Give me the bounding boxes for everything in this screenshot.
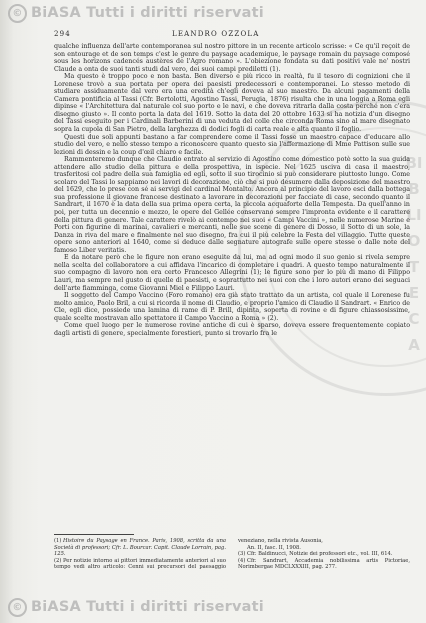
paragraph: Questi due soli appunti bastano a far comprendere come il Tassi fosse un maestro capace d'educare allo studio del vero, e nello stesso tempo a riconoscere quanto questo sia l'affermazione di Mme Pattison sulle sue lezioni di dessin e la coup d'œil chiaro e facile. [54,133,410,156]
paragraph: Il soggetto del Campo Vaccino (Foro romano) era già stato trattato da un artista, col quale il Lorenese fu molto amico, Paolo Bril, a cui si ricorda il nome di Claudio, e proprio l'amico di Claudio il Sandrart. « Enrico de Cle, egli dice, possiede una lamina di rame di P. Brill, dipinta, soperta di rovine e di figure chiassosissime, quale scelte mostravan allo spettatore il Campo Vaccino a Roma » (2). [54,292,410,322]
copyright-icon: © [8,598,27,617]
footnote [238,558,410,571]
footnotes [54,538,410,571]
footnote-mark: (4) [238,557,246,564]
paragraph: Come quel luogo per le numerose rovine antiche di cui è sparso, doveva essere frequentemente copiato dagli artisti di genere, specialmente forestieri, punto si trovarlo fra le [54,322,410,337]
watermark-top-text: BiASA Tutti i diritti riservati [31,5,264,21]
body-text [54,43,410,337]
footnote [54,538,226,558]
library-seal-text: BIBLIOTECA [405,154,423,354]
page-number: 294 [54,30,71,38]
footnote [238,551,410,558]
paragraph: E da notare però che le figure non erano eseguite da lui, ma ad ogni modo il suo genio si rivela sempre nella scelta del collaboratore a cui affidava l'incarico di completare i quadri. A questo tempo naturalmente il suo compagno di lavoro non era certo Francesco Allegrini (1); le figure sono per lo più di mano di Filippo Lauri, ma sempre nel gusto di quelle di paesisti, e soprattutto nei suoi con che i loro autori erano dei seguaci dell'arte fiamminga, come Giovanni Miel e Filippo Lauri. [54,254,410,292]
watermark-bottom [8,598,418,617]
footnote-text: An. II, fasc. II, 1908. [247,544,301,551]
footnote-text: Cfr. Baldinucci, Notizie dei professori etc., vol. III, 614. [247,551,393,558]
paragraph: Rammenteremo dunque che Claudio entrato al servizio di Agostino come domestico potè sotto la sua guida attendere allo studio della pittura e della prospettiva, in ispecie. Nel 1625 usciva di casa il maestro, trasferitosi col padre della sua famiglia ed egli, sotto il suo tirocinio si può considerare piuttosto lungo. Come scolaro del Tassi lo sappiamo nei lavori di decorazione, ciò che si può desumere dalla deposizione del maestro del 1629, che lo prese con sé ai servigi del cardinal Montalto. Ancora al principio del lavoro escì dalla bottega sua professione il giovane francese destinato a lavorare in decorazioni per facciate di case, secondo quanto il Sandrart, il 1670 è la data della sua prima opera certa, la piccola acquaforte della Tempesta. Da quell'anno in poi, per tutta un decennio e mezzo, le opere del Gellée conservano sempre l'impronta evidente e il carattere della pittura di genere. Tale carattere rivelò ai contempo nei suoi « Campi Vaccini », nelle numerose Marine e Porti con figurine di marinai, cavalieri e mercanti, nelle sue scene di genere di Dosso, il Sotto di un sole, la Danza in riva del mare e finalmente nel suo disegno, fra cui il più celebre la Festa del villaggio. Tutte queste opere sono anteriori al 1640, come si deduce dalle segnature autografe sulle opere stesse o dalle note del famoso Liber veritatis. [54,156,410,254]
footnote-mark: (1) [54,538,62,544]
footnote-text: Histoire du Paysage en France. Paris, 1908, scritta da una Società di professori; Cfr. L. Bourcar. Capit. Claude Lorrain, pag. 125. [54,538,226,558]
paragraph: qualche influenza dell'arte contemporanea sul nostro pittore in un recente articolo scrisse: « Ce qu'il reçoit de son entourage et de son temps c'est le genre du paysage academique, le paysage romain du paysage composé sous les horizons cadencés austères de l'Agro romano ». L'obiezione fondata su dati positivi vale ne' nostri Claude a onta de suoi tanti studi dal vero, dei suoi campi prediletti (1). [54,43,410,73]
footnote-rule [54,534,134,535]
watermark-top [8,4,418,23]
copyright-icon: © [8,4,27,23]
footnote-mark: (2) [54,557,62,564]
paragraph: Ma questo è troppo poco e non basta. Ben diverso e più ricco in realtà, fu il tesoro di cognizioni che il Lorenese trovò a sua portata per opera dei paesisti predecessori e contemporanei. Lo stesso metodo di studiare assiduamente dal vero era una eredità ch'egli doveva al suo maestro. Da alcuni pagamenti della Camera pontificia al Tassi (Cfr. Bertolotti, Agostino Tassi, Perugia, 1876) risulta che in una loggia a Roma egli dipinse « l'Architettura dal naturale col suo porto e le navi, e che doveva ritrarla dalla costa perché non c'era disegno giusto ». Il conto porta la data del 1619. Sotto la data del 20 ottobre 1633 si ha notizia d'un disegno del Tassi eseguito per i Cardinali Barberini di una veduta del colle che circonda Roma sino al mare disegnato sopra la cupola di San Pietro, della larghezza di dodici fogli di carta reale e alta quanto il foglio. [54,73,410,134]
running-title: LEANDRO OZZOLA [172,30,260,38]
watermark-bottom-text: BiASA Tutti i diritti riservati [31,599,264,615]
footnote-text: Cfr. Sandrart, Accademia nobilissima artis Pictoriae, Norimbergae MDCLXXXIII, pag. 277. [238,557,410,571]
footnote-text: Per notizie intorno ai pittori immediatamente anteriori al suo tempo vedi altro articolo: Cenni sui precursori del paesaggio veneziano, nella rivista Ausonia, [54,538,323,571]
footnote-mark: (3) [238,551,246,558]
page-header [54,30,410,40]
